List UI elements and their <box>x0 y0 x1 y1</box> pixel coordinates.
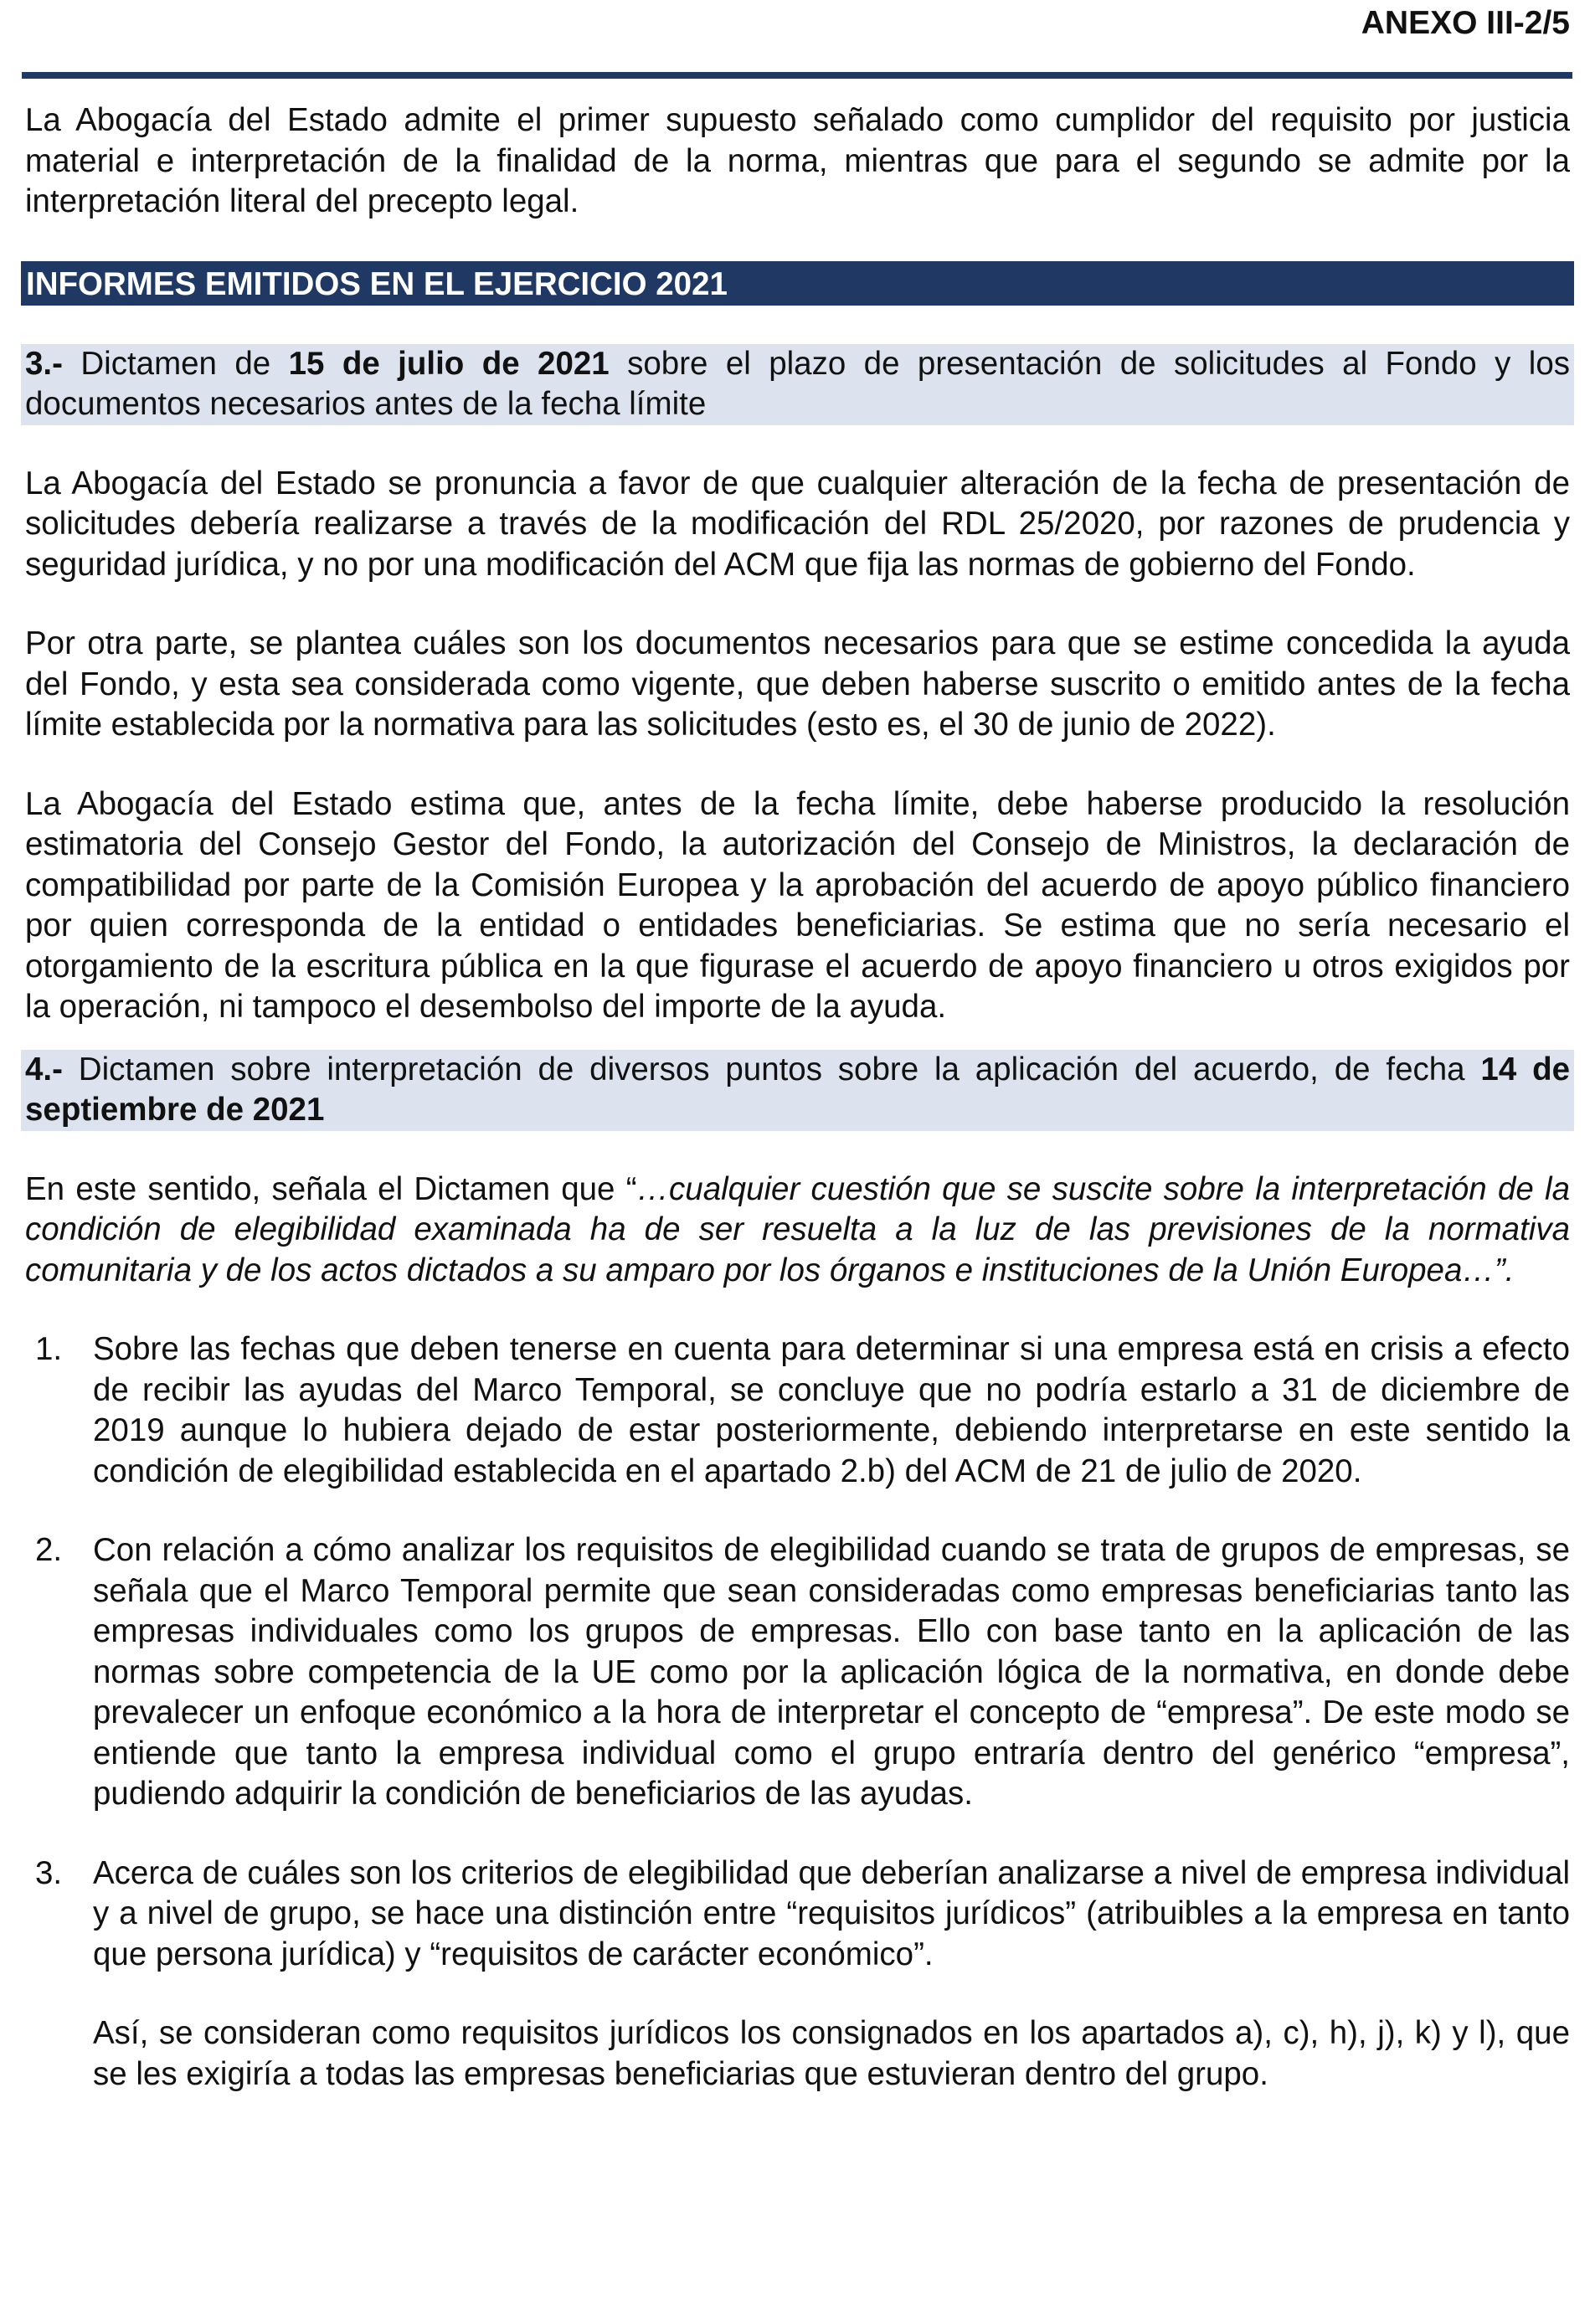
list-item-text: Acerca de cuáles son los criterios de elegibilidad que deberían analizarse a nivel de empresa individual y a nivel de grupo, se hace una distinción entre “requisitos jurídicos” (atribuibles a la empresa en tanto que persona jurídica) y “requisitos de carácter económico”. <box>93 1854 1570 1972</box>
section-title: INFORMES EMITIDOS EN EL EJERCICIO 2021 <box>21 261 1574 306</box>
item3-date: 15 de julio de 2021 <box>288 345 610 382</box>
item4-intro-quote: …cualquier cuestión que se suscite sobre la interpretación de la condición de elegibilidad examinada ha de ser resuelta a la luz de las previsiones de la normativa comunitaria y de los actos dictados a su amparo por los órganos e instituciones de la Unión Europea… <box>25 1170 1570 1288</box>
item3-paragraph-2: Por otra parte, se plantea cuáles son los documentos necesarios para que se estime concedida la ayuda del Fondo, y esta sea considerada como vigente, que deben haberse suscrito o emitido antes de la fecha límite establecida por la normativa para las solicitudes (esto es, el 30 de junio de 2022). <box>25 625 1570 743</box>
list-item-3-followup: Así, se consideran como requisitos jurídicos los consignados en los apartados a), c), h), j), k) y l), que se les exigiría a todas las empresas beneficiarias que estuvieran dentro del grupo. <box>93 2015 1570 2092</box>
document-body <box>25 100 1570 2095</box>
intro-paragraph: La Abogacía del Estado admite el primer supuesto señalado como cumplidor del requisito por justicia material e interpretación de la finalidad de la norma, mientras que para el segundo se admite por la interpretación literal del precepto legal. <box>25 102 1570 219</box>
item4-intro-end: ”. <box>1494 1252 1515 1288</box>
list-item-number: 3. <box>35 1854 63 1891</box>
list-item-number: 2. <box>35 1532 63 1568</box>
list-item-number: 1. <box>35 1331 63 1367</box>
annex-label: ANEXO III-2/5 <box>1361 5 1570 41</box>
item4-number: 4.- <box>25 1051 63 1087</box>
header-rule <box>22 72 1572 79</box>
list-item <box>25 1854 1570 1976</box>
item3-heading-post: sobre el plazo de presentación de solicitudes al Fondo y los documentos necesarios antes de la fecha límite <box>25 345 1570 422</box>
item4-list <box>25 1329 1570 2095</box>
item4-date: 14 de septiembre de 2021 <box>25 1051 1571 1128</box>
list-item-text: Sobre las fechas que deben tenerse en cuenta para determinar si una empresa está en crisis a efecto de recibir las ayudas del Marco Temporal, se concluye que no podría estarlo a 31 de diciembre de 2019 aunque lo hubiera dejado de estar posteriormente, debiendo interpretarse en este sentido la condición de elegibilidad establecida en el apartado 2.b) del ACM de 21 de julio de 2020. <box>93 1331 1570 1489</box>
item4-intro-plain: En este sentido, señala el Dictamen que “ <box>25 1170 637 1207</box>
list-item <box>25 1530 1570 1815</box>
item4-intro <box>25 1170 1570 1292</box>
item3-paragraph-1: La Abogacía del Estado se pronuncia a favor de que cualquier alteración de la fecha de presentación de solicitudes debería realizarse a través de la modificación del RDL 25/2020, por razones de prudencia y seguridad jurídica, y no por una modificación del ACM que fija las normas de gobierno del Fondo. <box>25 465 1570 583</box>
list-item-text: Con relación a cómo analizar los requisitos de elegibilidad cuando se trata de grupos de empresas, se señala que el Marco Temporal permite que sean consideradas como empresas beneficiarias tanto las empresas individuales como los grupos de empresas. Ello con base tanto en la aplicación de las normas sobre competencia de la UE como por la aplicación lógica de la normativa, en donde debe prevalecer un enfoque económico a la hora de interpretar el concepto de “empresa”. De este modo se entiende que tanto la empresa individual como el grupo entraría dentro del genérico “empresa”, pudiendo adquirir la condición de beneficiarios de las ayudas. <box>93 1532 1570 1812</box>
item3-number: 3.- <box>25 345 63 382</box>
item4-heading-pre: Dictamen sobre interpretación de diversos puntos sobre la aplicación del acuerdo, de fecha <box>62 1051 1481 1087</box>
item3-paragraph-3: La Abogacía del Estado estima que, antes de la fecha límite, debe haberse producido la resolución estimatoria del Consejo Gestor del Fondo, la autorización del Consejo de Ministros, la declaración de compatibilidad por parte de la Comisión Europea y la aprobación del acuerdo de apoyo público financiero por quien corresponda de la entidad o entidades beneficiarias. Se estima que no sería necesario el otorgamiento de la escritura pública en la que figurase el acuerdo de apoyo financiero u otros exigidos por la operación, ni tampoco el desembolso del importe de la ayuda. <box>25 785 1570 1025</box>
item3-heading-pre: Dictamen de <box>62 345 289 382</box>
item3-heading <box>21 344 1574 425</box>
item4-heading <box>21 1050 1574 1131</box>
list-item <box>25 1329 1570 1492</box>
